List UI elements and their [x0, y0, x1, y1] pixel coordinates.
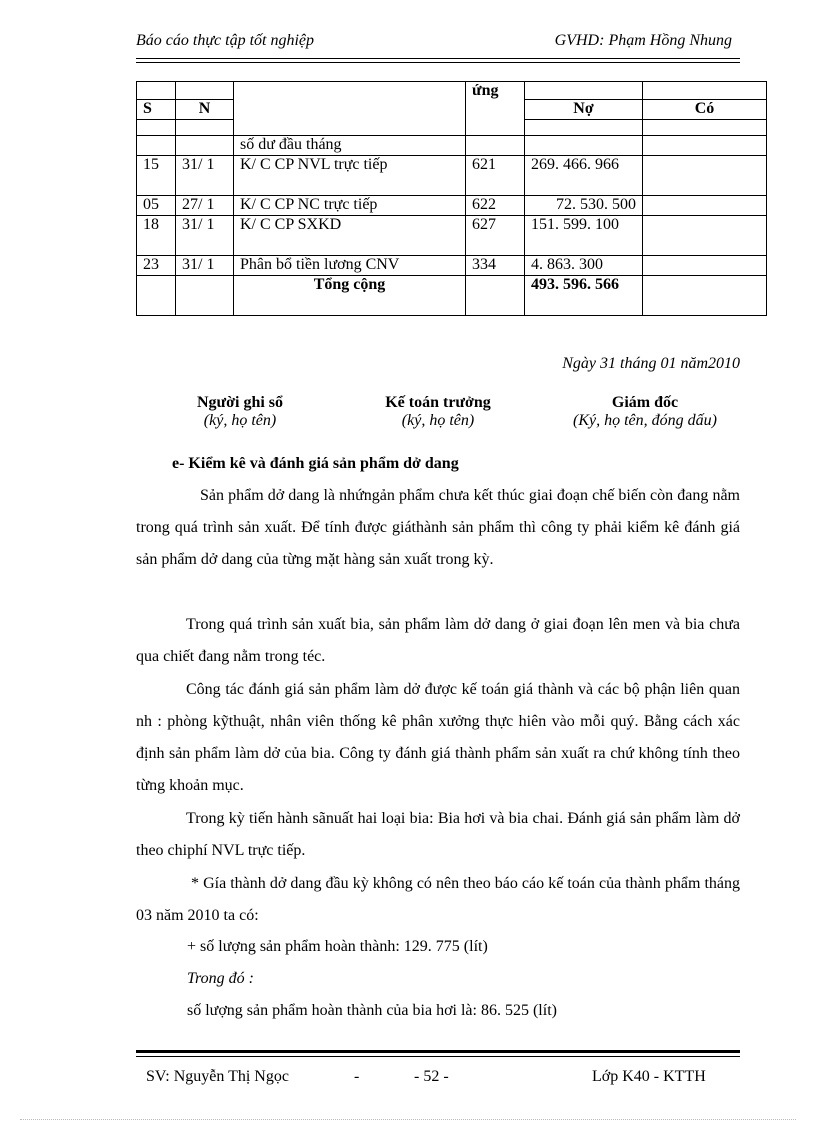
table-row: 18 31/ 1 K/ C CP SXKD 627 151. 599. 100 — [137, 216, 767, 256]
paragraph: * Gía thành dở dang đầu kỳ không có nên theo báo cáo kế toán của thành phẩm tháng 03 năm 2010 ta có: — [136, 875, 740, 924]
table-header-top — [137, 82, 767, 100]
paragraph: Công tác đánh giá sản phẩm làm dở được kế toán giá thành và các bộ phận liên quan nh : phòng kỹthuật, nhân viên thống kê phân xưởng thực hiên vào mỗi quý. Bằng cách xác định sản phẩm làm dở của bia. Công ty đánh giá thành phẩm sản xuất ra chứ không tính theo từng khoản mục. — [136, 681, 740, 794]
qty-draft-line: số lượng sản phẩm hoàn thành của bia hơi là: 86. 525 (lít) — [187, 1002, 557, 1019]
footer-rule-1 — [136, 1050, 740, 1053]
table-row: 15 31/ 1 K/ C CP NVL trực tiếp 621 269. 466. 966 — [137, 156, 767, 196]
paragraph: Trong quá trình sản xuất bia, sản phẩm làm dở dang ở giai đoạn lên men và bia chưa qua chiết đang nằm trong téc. — [136, 616, 740, 665]
supervisor-name: GVHD: Phạm Hồng Nhung — [554, 32, 732, 49]
in-which-label: Trong đó : — [187, 970, 254, 987]
footer-student: SV: Nguyễn Thị Ngọc — [146, 1068, 289, 1085]
table-total-row — [137, 276, 767, 316]
page-edge-dots — [20, 1119, 796, 1120]
header-s: S — [137, 100, 176, 120]
footer-rule-2 — [136, 1056, 740, 1057]
header-credit: Có — [643, 100, 767, 120]
header-debit: Nợ — [525, 100, 643, 120]
report-title: Báo cáo thực tập tốt nghiệp — [136, 32, 315, 49]
paragraph: Sản phẩm dở dang là nhứngản phẩm chưa kết thúc giai đoạn chế biến còn đang nằm trong quá trình sản xuất. Để tính được giáthành sản phẩm thì công ty phải kiểm kê đánh giá sản phẩm dở dang của từng mặt hàng sản xuất trong kỳ. — [136, 487, 740, 568]
footer-dash: - — [354, 1068, 360, 1085]
qty-total-line: + số lượng sản phẩm hoàn thành: 129. 775 (lít) — [187, 938, 488, 955]
signature-director: Giám đốc (Ký, họ tên, đóng dấu) — [573, 394, 717, 429]
section-title: e- Kiểm kê và đánh giá sản phẩm dở dang — [172, 455, 459, 472]
header-n: N — [176, 100, 234, 120]
table-row: 23 31/ 1 Phân bổ tiền lương CNV 334 4. 863. 300 — [137, 256, 767, 276]
header-account: ứng — [466, 82, 525, 136]
footer-class: Lớp K40 - KTTH — [592, 1068, 706, 1085]
page-header — [136, 30, 740, 58]
table-row: 05 27/ 1 K/ C CP NC trực tiếp 622 72. 530. 500 — [137, 196, 767, 216]
total-label: Tổng cộng — [234, 276, 466, 316]
total-value: 493. 596. 566 — [525, 276, 643, 316]
signature-bookkeeper: Người ghi sổ (ký, họ tên) — [196, 394, 284, 429]
paragraph: Trong kỳ tiến hành sãnuất hai loại bia: Bia hơi và bia chai. Đánh giá sản phẩm làm dở theo chiphí NVL trực tiếp. — [136, 810, 740, 859]
header-rule-2 — [136, 62, 740, 63]
sign-date: Ngày 31 tháng 01 năm2010 — [562, 355, 740, 372]
signature-chief-accountant: Kế toán trưởng (ký, họ tên) — [385, 394, 491, 429]
header-rule-1 — [136, 58, 740, 59]
page-number: - 52 - — [414, 1068, 449, 1085]
table-row: số dư đầu tháng — [137, 136, 767, 156]
ledger-table — [136, 81, 767, 316]
